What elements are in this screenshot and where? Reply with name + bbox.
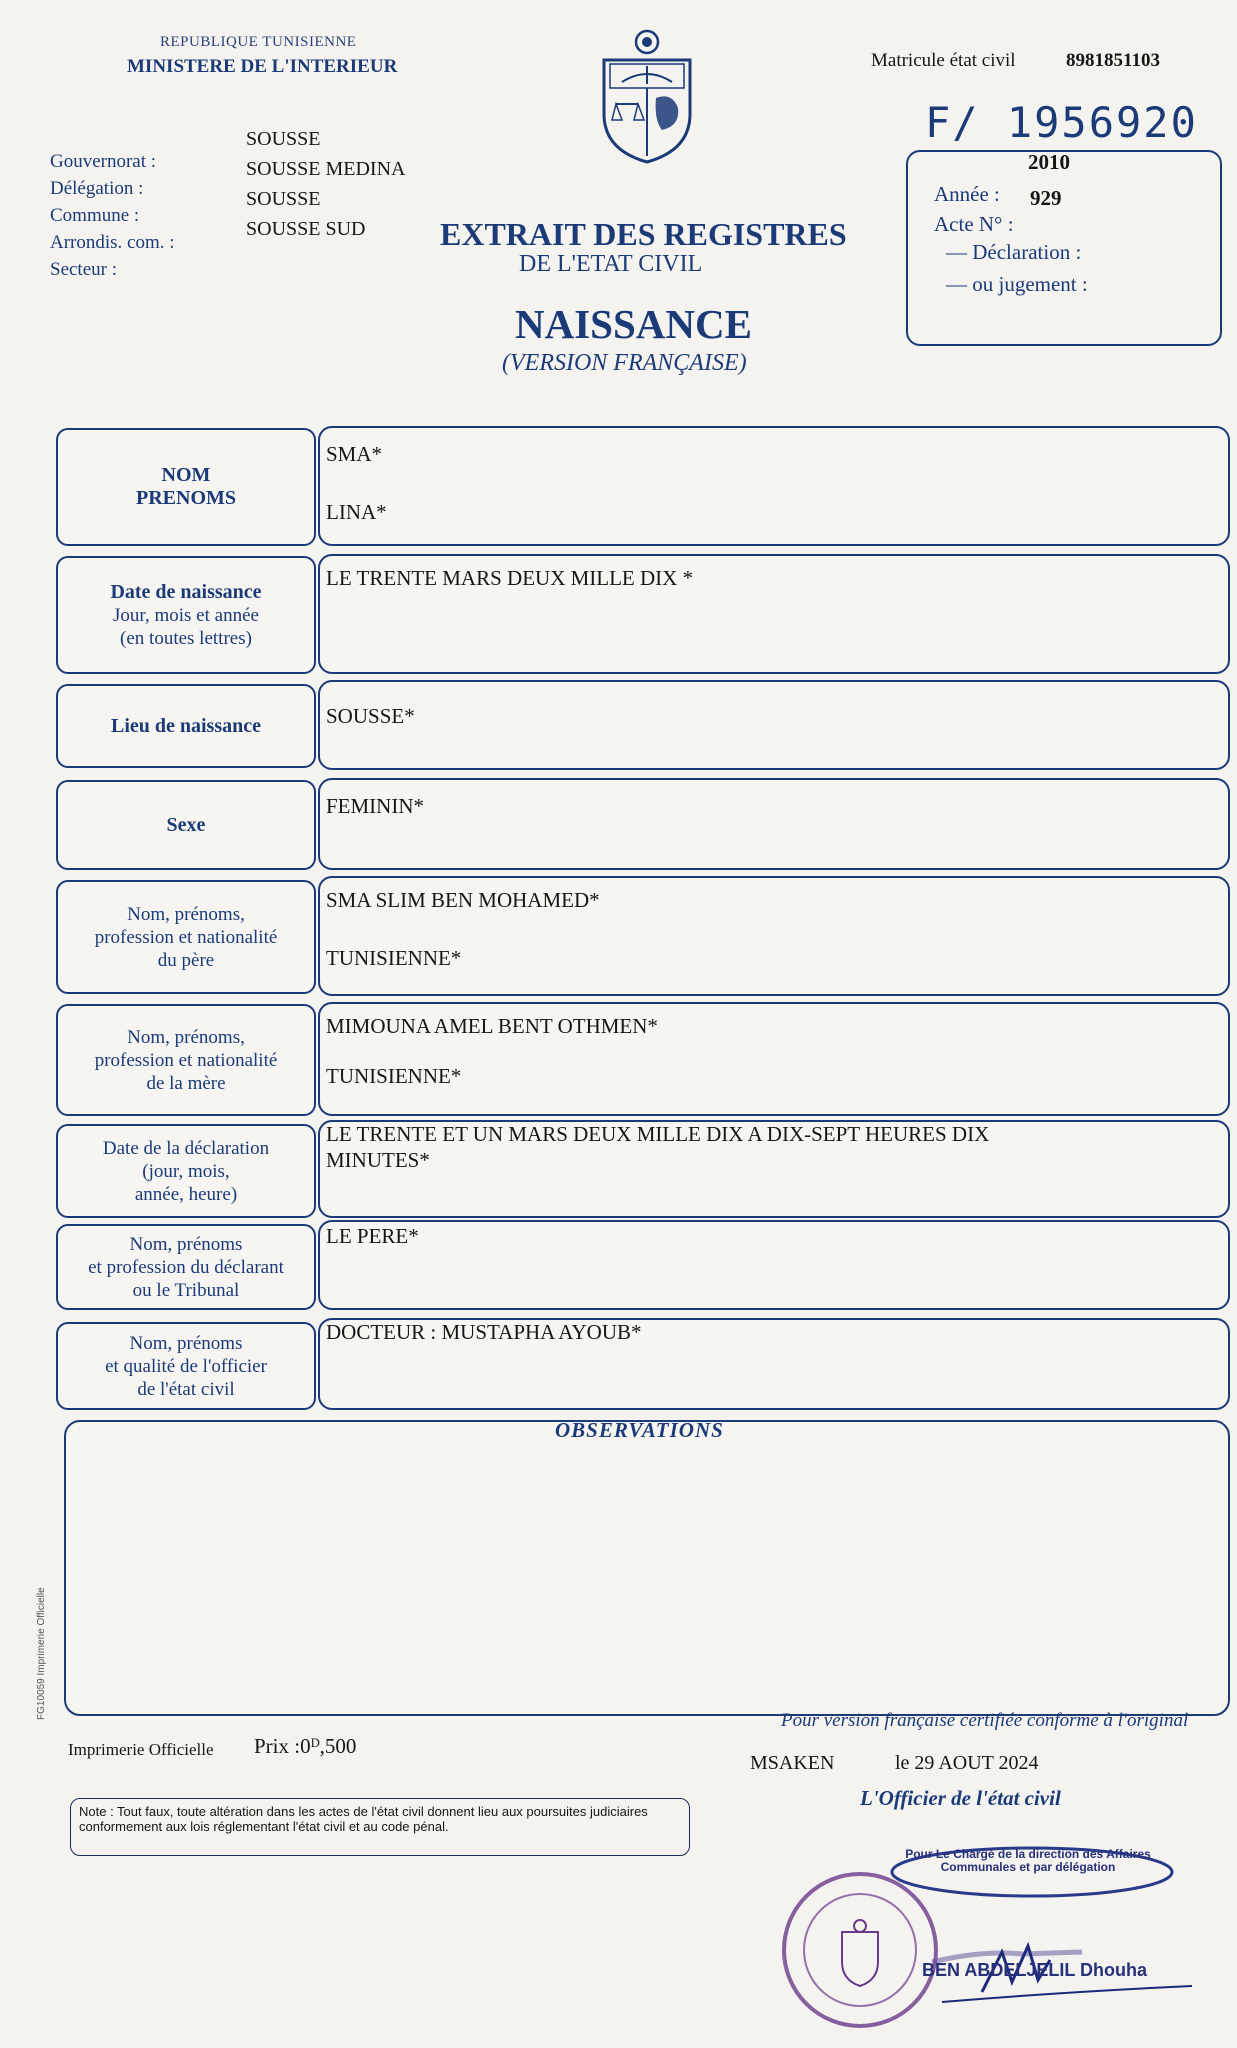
declaration-label: — Déclaration : bbox=[946, 240, 1082, 264]
declarant-value: LE PERE* bbox=[326, 1224, 419, 1248]
arrondissement-value: SOUSSE SUD bbox=[246, 218, 366, 240]
issue-date: le 29 AOUT 2024 bbox=[895, 1752, 1039, 1774]
declaration-value-1: LE TRENTE ET UN MARS DEUX MILLE DIX A DIX-SEPT HEURES DIX bbox=[326, 1122, 990, 1146]
tunisia-coat-of-arms-icon bbox=[592, 26, 702, 164]
legal-note: Note : Tout faux, toute altération dans les actes de l'état civil donnent lieu aux poursuites judiciaires conformement aux lois réglementant l'état civil et au code pénal. bbox=[70, 1798, 690, 1856]
lieu-naissance-label-text: Lieu de naissance bbox=[110, 714, 262, 737]
officier-label bbox=[56, 1322, 316, 1410]
date-naissance-label bbox=[56, 556, 316, 674]
declaration-value-2: MINUTES* bbox=[326, 1148, 430, 1172]
commune-value: SOUSSE bbox=[246, 188, 321, 210]
arrondissement-label: Arrondis. com. : bbox=[50, 232, 175, 253]
declarant-label bbox=[56, 1224, 316, 1310]
mere-label-3: de la mère bbox=[146, 1072, 226, 1094]
pere-nationality-value: TUNISIENNE* bbox=[326, 946, 462, 970]
nom-value: SMA* bbox=[326, 442, 383, 466]
pere-label bbox=[56, 880, 316, 994]
officier-field bbox=[318, 1318, 1230, 1410]
mere-label-1: Nom, prénoms, bbox=[127, 1026, 245, 1048]
declarant-label-2: et profession du déclarant bbox=[88, 1256, 284, 1278]
printer-label: Imprimerie Officielle bbox=[68, 1740, 214, 1759]
matricule-label: Matricule état civil bbox=[871, 50, 1016, 71]
matricule-value: 8981851103 bbox=[1066, 50, 1160, 71]
delegation-label: Délégation : bbox=[50, 178, 144, 199]
price-label: Prix :0ᴰ,500 bbox=[254, 1734, 357, 1758]
document-subtitle: DE L'ETAT CIVIL bbox=[519, 251, 703, 277]
pere-field bbox=[318, 876, 1230, 996]
document-title: EXTRAIT DES REGISTRES bbox=[440, 216, 847, 252]
declarant-label-1: Nom, prénoms bbox=[129, 1233, 243, 1255]
pere-name-value: SMA SLIM BEN MOHAMED* bbox=[326, 888, 600, 912]
nom-prenoms-field bbox=[318, 426, 1230, 546]
nom-prenoms-label bbox=[56, 428, 316, 546]
side-printer-code: FG10059 Imprimerie Officielle bbox=[36, 1587, 47, 1720]
observations-title: OBSERVATIONS bbox=[555, 1418, 724, 1442]
gouvernorat-value: SOUSSE bbox=[246, 128, 321, 150]
declaration-label-2: (jour, mois, bbox=[142, 1160, 230, 1182]
officier-label-1: Nom, prénoms bbox=[129, 1332, 243, 1354]
jugement-label: — ou jugement : bbox=[946, 272, 1088, 296]
nom-label: NOM bbox=[161, 464, 211, 486]
date-naissance-label-sub: Jour, mois et année bbox=[113, 604, 259, 626]
sexe-label-text: Sexe bbox=[166, 813, 206, 836]
acte-number-label: Acte N° : bbox=[934, 212, 1014, 236]
declarant-field bbox=[318, 1220, 1230, 1310]
commune-label: Commune : bbox=[50, 205, 140, 226]
lieu-naissance-field bbox=[318, 680, 1230, 770]
observations-box bbox=[64, 1420, 1230, 1716]
declaration-label-3: année, heure) bbox=[134, 1183, 238, 1205]
sexe-value: FEMININ* bbox=[326, 794, 424, 818]
date-declaration-label bbox=[56, 1124, 316, 1218]
mere-label-2: profession et nationalité bbox=[94, 1049, 278, 1071]
declarant-label-3: ou le Tribunal bbox=[132, 1279, 240, 1301]
document-version: (VERSION FRANÇAISE) bbox=[502, 350, 747, 376]
sexe-label bbox=[56, 780, 316, 870]
certified-conform-text: Pour version française certifiée conforme à l'original bbox=[781, 1710, 1189, 1731]
acte-year-value: 2010 bbox=[1028, 150, 1070, 174]
delegation-stamp-text: Pour Le Chargé de la direction des Affaires Communales et par délégation bbox=[905, 1847, 1151, 1874]
declaration-label-1: Date de la déclaration bbox=[102, 1137, 270, 1159]
date-naissance-label-note: (en toutes lettres) bbox=[120, 627, 252, 649]
lieu-naissance-label bbox=[56, 684, 316, 768]
lieu-naissance-value: SOUSSE* bbox=[326, 704, 415, 728]
delegation-value: SOUSSE MEDINA bbox=[246, 158, 406, 180]
ministry-label: MINISTERE DE L'INTERIEUR bbox=[127, 56, 398, 77]
annee-value: 929 bbox=[1030, 186, 1062, 210]
pere-label-3: du père bbox=[157, 949, 215, 971]
mere-nationality-value: TUNISIENNE* bbox=[326, 1064, 462, 1088]
date-naissance-field bbox=[318, 554, 1230, 674]
officier-value: DOCTEUR : MUSTAPHA AYOUB* bbox=[326, 1320, 642, 1344]
admin-labels bbox=[50, 148, 175, 283]
gouvernorat-label: Gouvernorat : bbox=[50, 151, 157, 172]
officier-label-3: de l'état civil bbox=[137, 1378, 235, 1400]
document-type: NAISSANCE bbox=[515, 301, 752, 347]
date-naissance-label-title: Date de naissance bbox=[110, 580, 262, 603]
officer-title: L'Officier de l'état civil bbox=[860, 1786, 1061, 1810]
mere-label bbox=[56, 1004, 316, 1116]
form-number: F/ 1956920 bbox=[925, 98, 1198, 147]
annee-label: Année : bbox=[934, 182, 1000, 206]
date-naissance-value: LE TRENTE MARS DEUX MILLE DIX * bbox=[326, 566, 694, 590]
admin-values bbox=[246, 124, 405, 244]
prenoms-value: LINA* bbox=[326, 500, 387, 524]
officier-label-2: et qualité de l'officier bbox=[105, 1355, 267, 1377]
date-declaration-field bbox=[318, 1120, 1230, 1218]
secteur-label: Secteur : bbox=[50, 259, 118, 280]
sexe-field bbox=[318, 778, 1230, 870]
republic-label: REPUBLIQUE TUNISIENNE bbox=[160, 34, 357, 50]
pere-label-2: profession et nationalité bbox=[94, 926, 278, 948]
signer-name: BEN ABDELJELIL Dhouha bbox=[922, 1960, 1148, 1980]
pere-label-1: Nom, prénoms, bbox=[127, 903, 245, 925]
issue-place: MSAKEN bbox=[750, 1752, 835, 1774]
mere-name-value: MIMOUNA AMEL BENT OTHMEN* bbox=[326, 1014, 658, 1038]
mere-field bbox=[318, 1002, 1230, 1116]
prenoms-label: PRENOMS bbox=[136, 487, 236, 509]
